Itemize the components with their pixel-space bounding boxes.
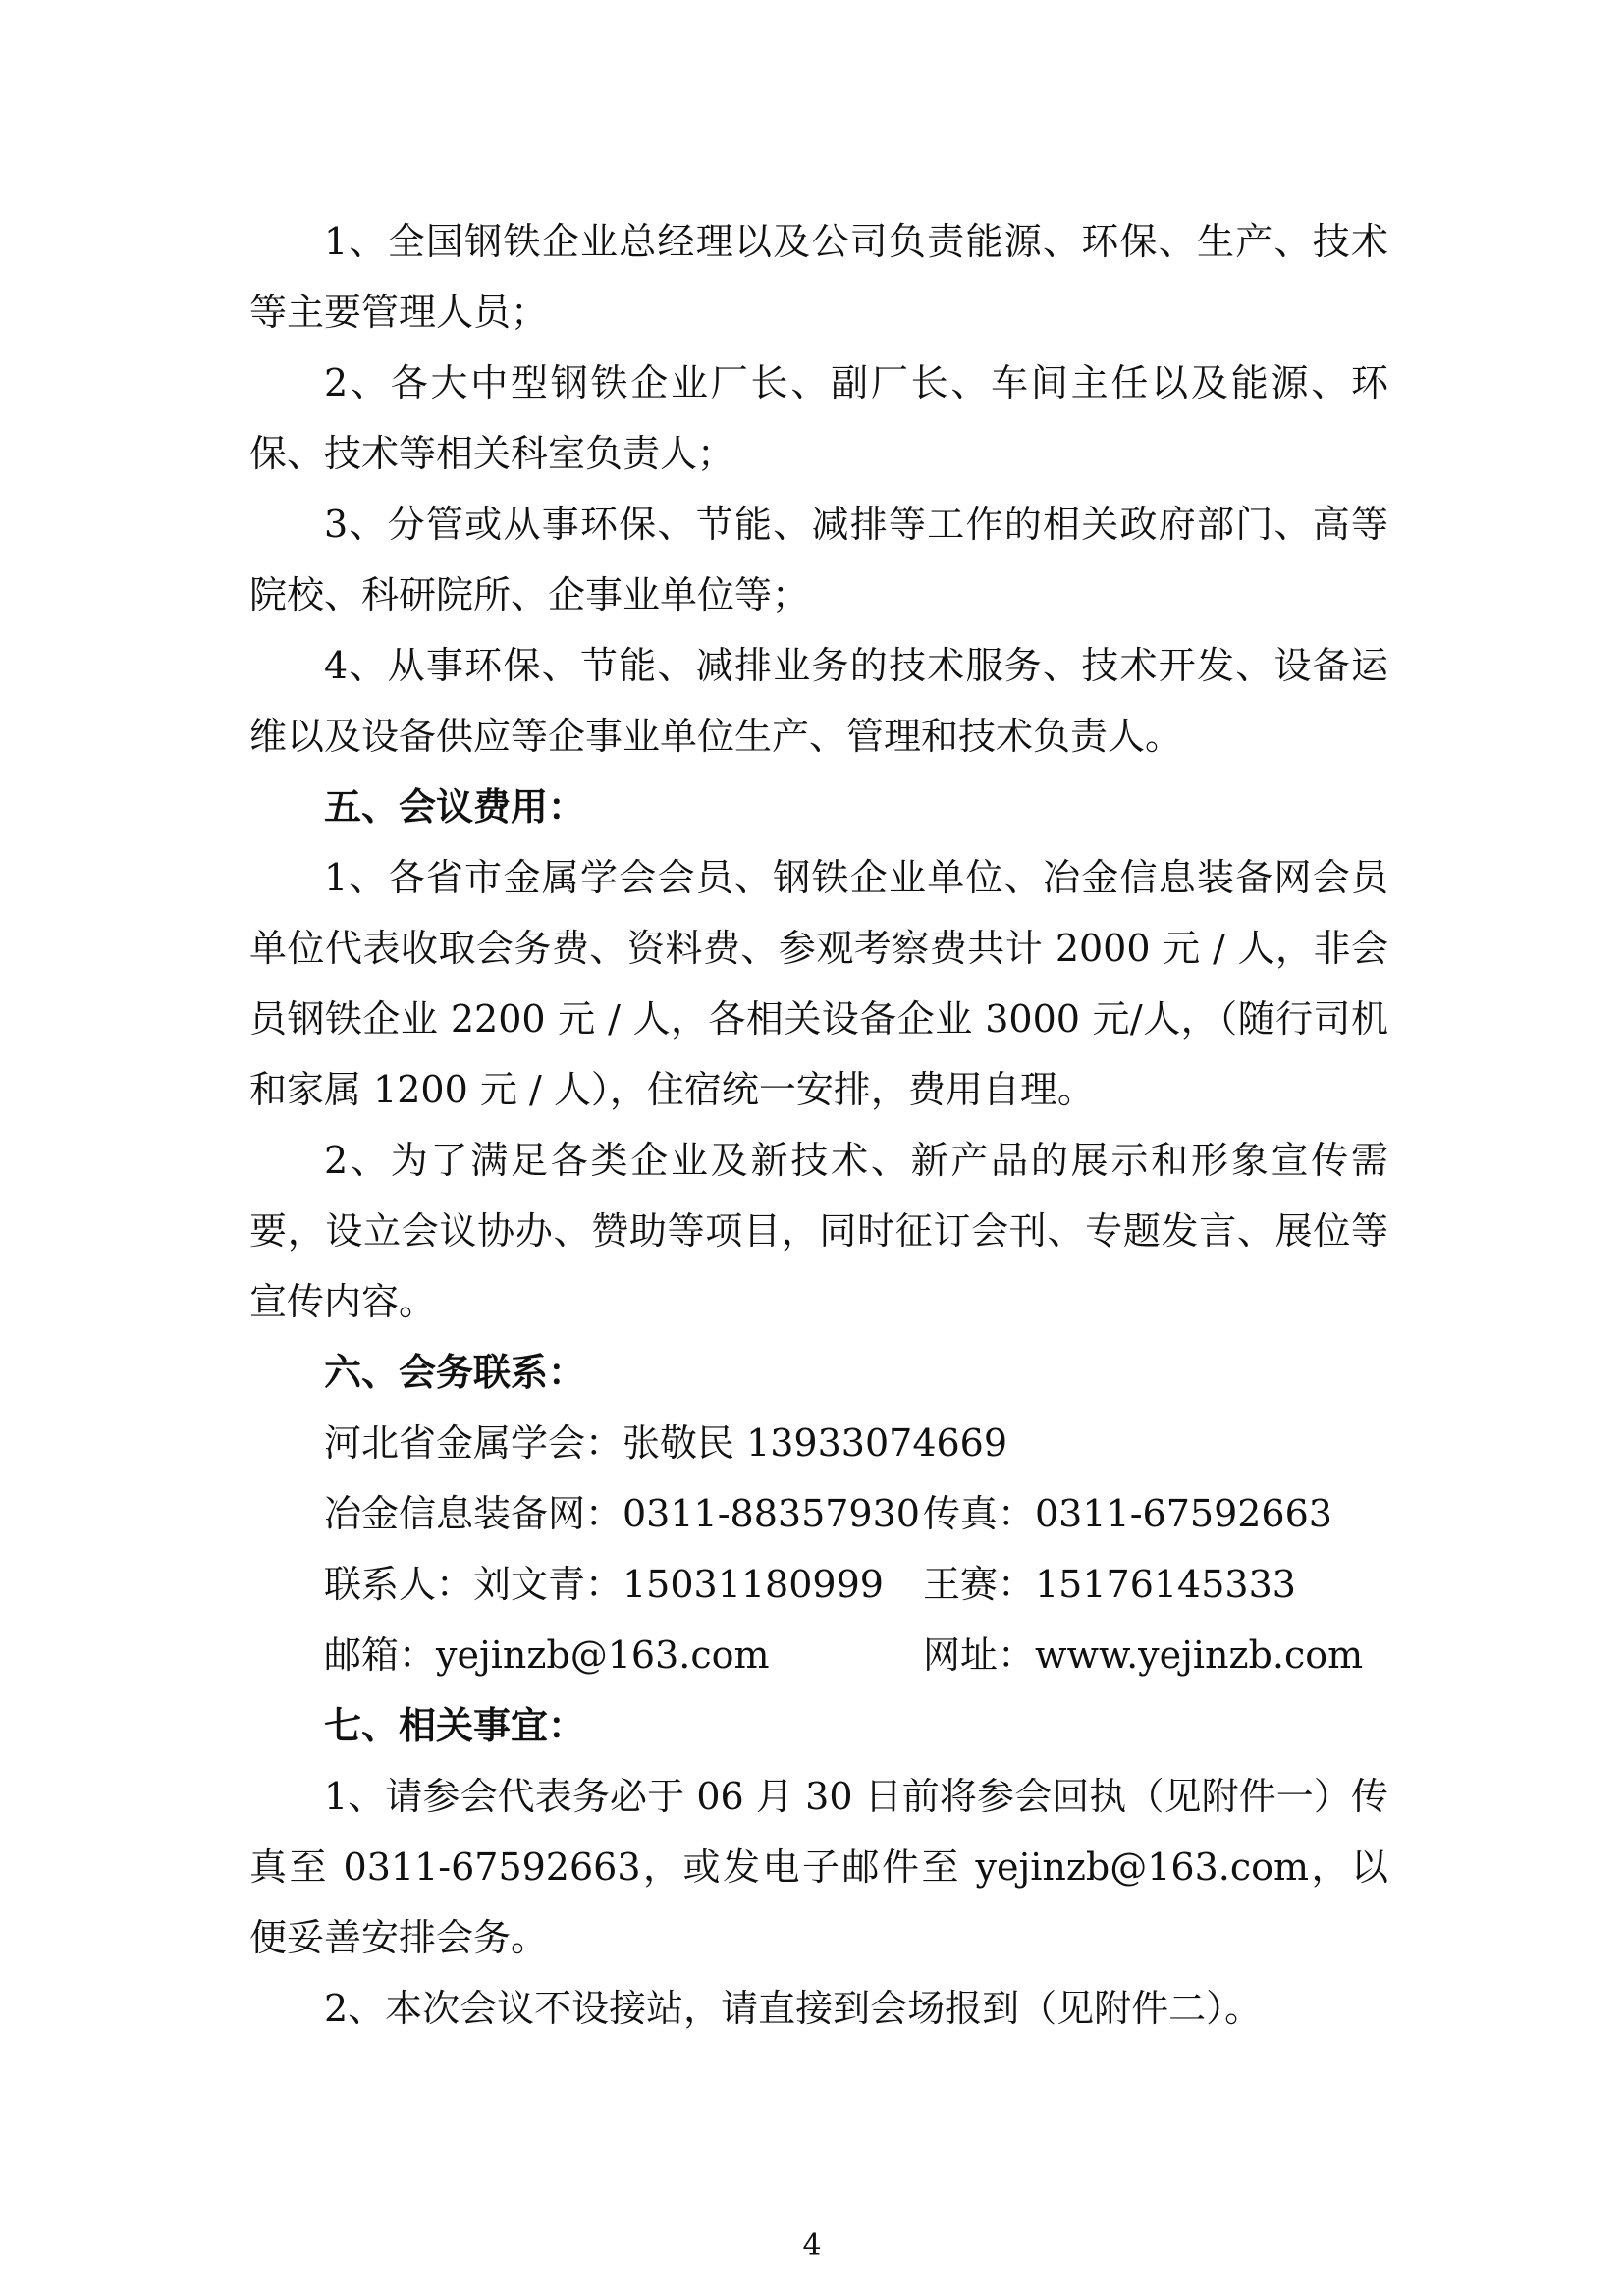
contact-row-society bbox=[249, 1408, 1388, 1478]
contact-phone: 冶金信息装备网：0311-88357930 bbox=[324, 1492, 920, 1535]
contact-row-phone bbox=[249, 1478, 1388, 1549]
section-heading-fees: 五、会议费用： bbox=[324, 785, 586, 828]
fee-item-2: 2、为了满足各类企业及新技术、新产品的展示和形象宣传需要，设立会议协办、赞助等项目，同时征订会刊、专题发言、展位等宣传内容。 bbox=[249, 1139, 1388, 1323]
section-heading-matters: 七、相关事宜： bbox=[324, 1704, 586, 1747]
contact-fax: 传真：0311-67592663 bbox=[923, 1492, 1332, 1535]
contact-email: 邮箱：yejinzb@163.com bbox=[324, 1633, 770, 1677]
attendee-item-2: 2、各大中型钢铁企业厂长、副厂长、车间主任以及能源、环保、技术等相关科室负责人； bbox=[249, 361, 1388, 475]
page-number: 4 bbox=[802, 2228, 822, 2263]
attendee-item-4: 4、从事环保、节能、减排业务的技术服务、技术开发、设备运维以及设备供应等企事业单位生产、管理和技术负责人。 bbox=[249, 644, 1388, 758]
contact-website: 网址：www.yejinzb.com bbox=[923, 1633, 1364, 1677]
contact-person-2: 王赛：15176145333 bbox=[923, 1563, 1296, 1606]
matter-item-1: 1、请参会代表务必于 06 月 30 日前将参会回执（见附件一）传真至 0311-67592663，或发电子邮件至 yejinzb@163.com，以便妥善安排会务。 bbox=[249, 1775, 1388, 1959]
attendee-item-1: 1、全国钢铁企业总经理以及公司负责能源、环保、生产、技术等主要管理人员； bbox=[249, 220, 1388, 334]
contact-row-web bbox=[249, 1620, 1388, 1690]
contact-society: 河北省金属学会：张敬民 13933074669 bbox=[324, 1421, 1008, 1465]
contact-row-people bbox=[249, 1549, 1388, 1620]
section-heading-contacts: 六、会务联系： bbox=[324, 1351, 586, 1394]
document-body bbox=[249, 206, 1388, 2044]
contact-person-1: 联系人：刘文青：15031180999 bbox=[324, 1563, 884, 1606]
fee-item-1: 1、各省市金属学会会员、钢铁企业单位、冶金信息装备网会员单位代表收取会务费、资料费、参观考察费共计 2000 元 / 人，非会员钢铁企业 2200 元 / 人，各相关设备企业 3000 元/人，（随行司机和家属 1200 元 / 人），住宿统一安排，费用自理。 bbox=[249, 856, 1388, 1111]
attendee-item-3: 3、分管或从事环保、节能、减排等工作的相关政府部门、高等院校、科研院所、企事业单位等； bbox=[249, 503, 1388, 616]
matter-item-2: 2、本次会议不设接站，请直接到会场报到（见附件二）。 bbox=[324, 1987, 1263, 2030]
